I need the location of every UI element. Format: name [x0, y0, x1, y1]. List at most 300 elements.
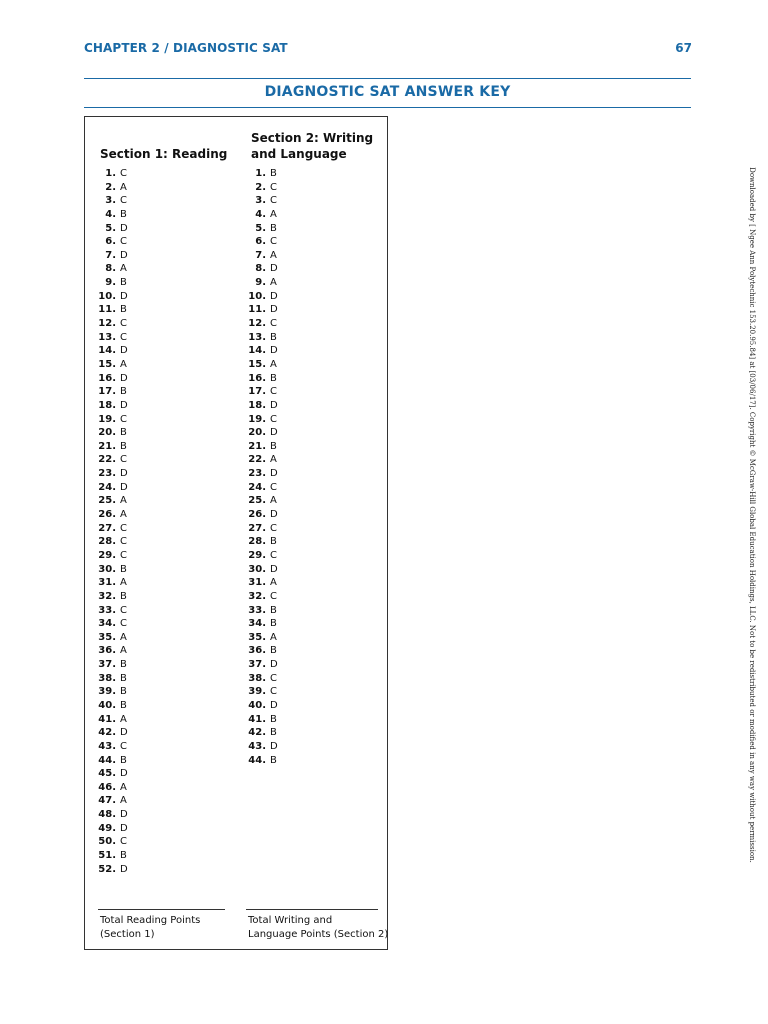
section2-answer-row — [246, 672, 278, 686]
answer-letter: C — [270, 686, 277, 698]
question-number: 24. — [248, 481, 266, 493]
question-number: 7. — [255, 249, 266, 261]
answer-key-box — [84, 116, 388, 950]
question-number: 2. — [105, 181, 116, 193]
question-number: 32. — [98, 590, 116, 602]
question-number: 9. — [105, 277, 116, 289]
section2-answer-row — [246, 726, 278, 740]
section2-answer-row — [246, 290, 278, 304]
section1-total-label-line1: Total Reading Points — [100, 915, 201, 926]
question-number: 36. — [98, 645, 116, 657]
answer-letter: C — [120, 331, 127, 343]
question-number: 46. — [98, 781, 116, 793]
question-number: 15. — [98, 358, 116, 370]
answer-letter: B — [120, 440, 127, 452]
answer-letter: B — [120, 277, 127, 289]
question-number: 23. — [98, 468, 116, 480]
answer-letter: C — [270, 318, 277, 330]
section1-answer-list — [96, 167, 128, 876]
section1-answer-row — [96, 413, 128, 427]
section1-answer-row — [96, 781, 128, 795]
answer-letter: D — [270, 563, 278, 575]
question-number: 29. — [98, 549, 116, 561]
section2-answer-row — [246, 426, 278, 440]
answer-letter: B — [270, 168, 277, 179]
answer-letter: D — [270, 290, 278, 302]
question-number: 3. — [105, 195, 116, 207]
question-number: 5. — [105, 222, 116, 234]
section1-answer-row — [96, 331, 128, 345]
answer-letter: B — [270, 536, 277, 548]
section1-answer-row — [96, 713, 128, 727]
question-number: 39. — [248, 686, 266, 698]
question-number: 51. — [98, 850, 116, 862]
answer-letter: D — [270, 740, 278, 752]
top-divider — [84, 78, 691, 79]
section1-answer-row — [96, 344, 128, 358]
answer-letter: D — [120, 249, 128, 261]
question-number: 48. — [98, 809, 116, 821]
question-number: 37. — [98, 659, 116, 671]
question-number: 28. — [98, 536, 116, 548]
section1-answer-row — [96, 658, 128, 672]
question-number: 44. — [248, 754, 266, 766]
section1-answer-row — [96, 794, 128, 808]
answer-letter: A — [120, 781, 127, 793]
answer-letter: C — [270, 590, 277, 602]
section1-answer-row — [96, 535, 128, 549]
running-head — [84, 41, 692, 59]
section1-answer-row — [96, 276, 128, 290]
answer-letter: A — [270, 249, 277, 261]
answer-letter: C — [120, 836, 127, 848]
section2-answer-row — [246, 508, 278, 522]
answer-letter: A — [270, 208, 277, 220]
answer-letter: A — [120, 181, 127, 193]
question-number: 33. — [98, 604, 116, 616]
question-number: 22. — [248, 454, 266, 466]
question-number: 11. — [248, 304, 266, 316]
answer-letter: C — [120, 536, 127, 548]
section1-answer-row — [96, 754, 128, 768]
question-number: 2. — [255, 181, 266, 193]
answer-letter: B — [120, 699, 127, 711]
answer-letter: B — [270, 331, 277, 343]
section2-answer-row — [246, 658, 278, 672]
section1-answer-row — [96, 508, 128, 522]
section2-answer-row — [246, 576, 278, 590]
answer-letter: B — [120, 427, 127, 439]
question-number: 5. — [255, 222, 266, 234]
question-number: 19. — [98, 413, 116, 425]
answer-letter: D — [270, 399, 278, 411]
answer-letter: D — [120, 222, 128, 234]
section1-answer-row — [96, 494, 128, 508]
question-number: 9. — [255, 277, 266, 289]
section1-answer-row — [96, 863, 128, 877]
section1-answer-row — [96, 249, 128, 263]
question-number: 11. — [98, 304, 116, 316]
chapter-heading: CHAPTER 2 / DIAGNOSTIC SAT — [84, 41, 288, 55]
answer-letter: C — [270, 195, 277, 207]
section1-answer-row — [96, 699, 128, 713]
section2-heading-line2: and Language — [251, 147, 347, 161]
question-number: 29. — [248, 549, 266, 561]
section2-answer-row — [246, 235, 278, 249]
section2-answer-row — [246, 494, 278, 508]
answer-letter: A — [270, 277, 277, 289]
section2-answer-row — [246, 535, 278, 549]
question-number: 34. — [248, 618, 266, 630]
answer-letter: D — [120, 481, 128, 493]
question-number: 28. — [248, 536, 266, 548]
section2-answer-row — [246, 740, 278, 754]
answer-letter: D — [270, 345, 278, 357]
question-number: 1. — [105, 168, 116, 179]
answer-letter: B — [120, 659, 127, 671]
answer-letter: C — [120, 318, 127, 330]
section2-answer-row — [246, 481, 278, 495]
question-number: 40. — [248, 699, 266, 711]
question-number: 39. — [98, 686, 116, 698]
section2-answer-list — [246, 167, 278, 767]
answer-letter: B — [270, 372, 277, 384]
section2-answer-row — [246, 249, 278, 263]
section1-answer-row — [96, 467, 128, 481]
section1-answer-row — [96, 399, 128, 413]
section1-answer-row — [96, 303, 128, 317]
answer-letter: C — [120, 168, 127, 179]
answer-letter: A — [120, 509, 127, 521]
question-number: 26. — [98, 509, 116, 521]
section1-answer-row — [96, 617, 128, 631]
answer-letter: B — [270, 222, 277, 234]
section1-answer-row — [96, 726, 128, 740]
section1-answer-row — [96, 644, 128, 658]
section2-heading-line1: Section 2: Writing — [251, 131, 374, 145]
section2-heading — [251, 130, 373, 162]
answer-letter: C — [120, 618, 127, 630]
section2-answer-row — [246, 276, 278, 290]
section1-answer-row — [96, 767, 128, 781]
answer-letter: B — [120, 563, 127, 575]
answer-letter: A — [120, 645, 127, 657]
question-number: 49. — [98, 822, 116, 834]
section2-answer-row — [246, 713, 278, 727]
question-number: 20. — [98, 427, 116, 439]
section2-answer-row — [246, 344, 278, 358]
section2-answer-row — [246, 181, 278, 195]
answer-letter: B — [270, 618, 277, 630]
section1-answer-row — [96, 604, 128, 618]
answer-letter: D — [120, 468, 128, 480]
answer-letter: B — [270, 727, 277, 739]
question-number: 43. — [248, 740, 266, 752]
section1-answer-row — [96, 358, 128, 372]
question-number: 52. — [98, 863, 116, 875]
question-number: 10. — [98, 290, 116, 302]
answer-letter: A — [120, 713, 127, 725]
question-number: 3. — [255, 195, 266, 207]
section1-answer-row — [96, 194, 128, 208]
question-number: 7. — [105, 249, 116, 261]
question-number: 50. — [98, 836, 116, 848]
question-number: 22. — [98, 454, 116, 466]
answer-letter: C — [120, 604, 127, 616]
answer-letter: C — [270, 549, 277, 561]
question-number: 47. — [98, 795, 116, 807]
question-number: 17. — [248, 386, 266, 398]
section2-answer-row — [246, 372, 278, 386]
answer-letter: D — [120, 372, 128, 384]
section2-answer-row — [246, 604, 278, 618]
section1-answer-row — [96, 522, 128, 536]
section1-answer-row — [96, 808, 128, 822]
question-number: 32. — [248, 590, 266, 602]
answer-letter: C — [120, 413, 127, 425]
section1-answer-row — [96, 835, 128, 849]
answer-letter: D — [120, 727, 128, 739]
section1-answer-row — [96, 563, 128, 577]
question-number: 18. — [98, 399, 116, 411]
question-number: 4. — [105, 208, 116, 220]
question-number: 41. — [98, 713, 116, 725]
question-number: 44. — [98, 754, 116, 766]
section1-answer-row — [96, 208, 128, 222]
page-number: 67 — [675, 41, 692, 55]
question-number: 41. — [248, 713, 266, 725]
question-number: 1. — [255, 168, 266, 179]
question-number: 34. — [98, 618, 116, 630]
answer-letter: D — [270, 509, 278, 521]
answer-letter: C — [270, 236, 277, 248]
section2-answer-row — [246, 617, 278, 631]
question-number: 23. — [248, 468, 266, 480]
section2-answer-row — [246, 699, 278, 713]
question-number: 10. — [248, 290, 266, 302]
question-number: 25. — [248, 495, 266, 507]
question-number: 13. — [98, 331, 116, 343]
answer-letter: B — [270, 713, 277, 725]
question-number: 26. — [248, 509, 266, 521]
section1-answer-row — [96, 222, 128, 236]
title-divider — [84, 107, 691, 108]
question-number: 14. — [98, 345, 116, 357]
section1-answer-row — [96, 549, 128, 563]
section1-answer-row — [96, 590, 128, 604]
answer-letter: B — [120, 386, 127, 398]
section1-answer-row — [96, 440, 128, 454]
section1-answer-row — [96, 453, 128, 467]
section1-heading: Section 1: Reading — [100, 147, 228, 161]
answer-letter: B — [120, 672, 127, 684]
answer-letter: A — [120, 495, 127, 507]
question-number: 21. — [98, 440, 116, 452]
section1-answer-row — [96, 481, 128, 495]
section2-answer-row — [246, 222, 278, 236]
answer-letter: C — [270, 386, 277, 398]
section2-answer-row — [246, 754, 278, 768]
section1-total-label — [100, 914, 200, 942]
section2-answer-row — [246, 631, 278, 645]
question-number: 33. — [248, 604, 266, 616]
answer-letter: C — [120, 522, 127, 534]
section2-answer-row — [246, 644, 278, 658]
answer-letter: C — [120, 740, 127, 752]
section2-total-label — [248, 914, 388, 942]
answer-letter: B — [270, 754, 277, 766]
answer-letter: A — [270, 454, 277, 466]
question-number: 42. — [98, 727, 116, 739]
section1-answer-row — [96, 372, 128, 386]
section2-answer-row — [246, 685, 278, 699]
section2-answer-row — [246, 262, 278, 276]
answer-letter: A — [120, 358, 127, 370]
answer-letter: C — [270, 522, 277, 534]
answer-letter: B — [120, 850, 127, 862]
section2-answer-row — [246, 453, 278, 467]
question-number: 16. — [98, 372, 116, 384]
answer-letter: B — [120, 208, 127, 220]
section2-total-label-line2: Language Points (Section 2) — [248, 929, 389, 940]
answer-letter: D — [270, 699, 278, 711]
answer-letter: B — [120, 754, 127, 766]
answer-letter: B — [120, 686, 127, 698]
answer-letter: B — [120, 590, 127, 602]
section1-answer-row — [96, 576, 128, 590]
answer-letter: D — [120, 822, 128, 834]
question-number: 12. — [98, 318, 116, 330]
section1-answer-row — [96, 290, 128, 304]
answer-letter: B — [120, 304, 127, 316]
question-number: 31. — [248, 577, 266, 589]
question-number: 38. — [248, 672, 266, 684]
answer-letter: C — [120, 195, 127, 207]
section2-answer-row — [246, 194, 278, 208]
section2-answer-row — [246, 522, 278, 536]
question-number: 38. — [98, 672, 116, 684]
answer-letter: A — [270, 358, 277, 370]
answer-letter: D — [270, 304, 278, 316]
section1-answer-row — [96, 235, 128, 249]
section2-answer-row — [246, 303, 278, 317]
question-number: 35. — [248, 631, 266, 643]
question-number: 36. — [248, 645, 266, 657]
question-number: 16. — [248, 372, 266, 384]
section2-answer-row — [246, 467, 278, 481]
answer-letter: D — [120, 809, 128, 821]
section2-answer-row — [246, 440, 278, 454]
answer-letter: D — [120, 399, 128, 411]
answer-letter: A — [120, 263, 127, 275]
question-number: 19. — [248, 413, 266, 425]
section1-total-line — [98, 909, 225, 910]
section2-total-line — [246, 909, 378, 910]
question-number: 15. — [248, 358, 266, 370]
section1-answer-row — [96, 849, 128, 863]
answer-letter: D — [270, 263, 278, 275]
answer-letter: A — [270, 577, 277, 589]
answer-letter: C — [120, 236, 127, 248]
section1-answer-row — [96, 167, 128, 181]
question-number: 8. — [105, 263, 116, 275]
question-number: 8. — [255, 263, 266, 275]
answer-letter: A — [120, 631, 127, 643]
section2-answer-row — [246, 563, 278, 577]
section2-answer-row — [246, 413, 278, 427]
answer-letter: B — [270, 440, 277, 452]
answer-letter: B — [270, 645, 277, 657]
question-number: 21. — [248, 440, 266, 452]
section2-answer-row — [246, 317, 278, 331]
answer-letter: D — [120, 768, 128, 780]
question-number: 6. — [255, 236, 266, 248]
section1-answer-row — [96, 317, 128, 331]
question-number: 17. — [98, 386, 116, 398]
copyright-text: Downloaded by [ Ngee Ann Polytechnic 153.20.95.84] at [03/06/17]. Copyright © McGraw-Hill Global Education Holdings, LLC. Not to be redistributed or modified in any way without permission. — [748, 167, 756, 863]
question-number: 30. — [98, 563, 116, 575]
section2-total-label-line1: Total Writing and — [248, 915, 333, 926]
section2-answer-row — [246, 167, 278, 181]
question-number: 6. — [105, 236, 116, 248]
page-title: DIAGNOSTIC SAT ANSWER KEY — [264, 84, 511, 100]
question-number: 43. — [98, 740, 116, 752]
section2-answer-row — [246, 358, 278, 372]
question-number: 45. — [98, 768, 116, 780]
answer-letter: A — [120, 795, 127, 807]
answer-letter: C — [270, 181, 277, 193]
question-number: 13. — [248, 331, 266, 343]
question-number: 40. — [98, 699, 116, 711]
answer-letter: A — [270, 495, 277, 507]
section1-answer-row — [96, 740, 128, 754]
answer-letter: A — [120, 577, 127, 589]
question-number: 20. — [248, 427, 266, 439]
answer-letter: B — [270, 604, 277, 616]
answer-letter: D — [120, 345, 128, 357]
section2-answer-row — [246, 331, 278, 345]
answer-letter: D — [270, 468, 278, 480]
question-number: 4. — [255, 208, 266, 220]
question-number: 12. — [248, 318, 266, 330]
question-number: 35. — [98, 631, 116, 643]
section1-total-label-line2: (Section 1) — [100, 929, 155, 940]
answer-letter: D — [120, 290, 128, 302]
answer-letter: D — [270, 427, 278, 439]
question-number: 37. — [248, 659, 266, 671]
question-number: 25. — [98, 495, 116, 507]
section1-answer-row — [96, 685, 128, 699]
section1-answer-row — [96, 822, 128, 836]
section2-answer-row — [246, 208, 278, 222]
section1-answer-row — [96, 426, 128, 440]
answer-letter: A — [270, 631, 277, 643]
question-number: 14. — [248, 345, 266, 357]
question-number: 31. — [98, 577, 116, 589]
section2-answer-row — [246, 385, 278, 399]
section1-answer-row — [96, 385, 128, 399]
question-number: 18. — [248, 399, 266, 411]
answer-letter: D — [270, 659, 278, 671]
answer-letter: C — [270, 481, 277, 493]
answer-letter: D — [120, 863, 128, 875]
section2-answer-row — [246, 549, 278, 563]
question-number: 27. — [98, 522, 116, 534]
answer-letter: C — [120, 454, 127, 466]
answer-letter: C — [270, 672, 277, 684]
section1-answer-row — [96, 181, 128, 195]
section1-answer-row — [96, 672, 128, 686]
